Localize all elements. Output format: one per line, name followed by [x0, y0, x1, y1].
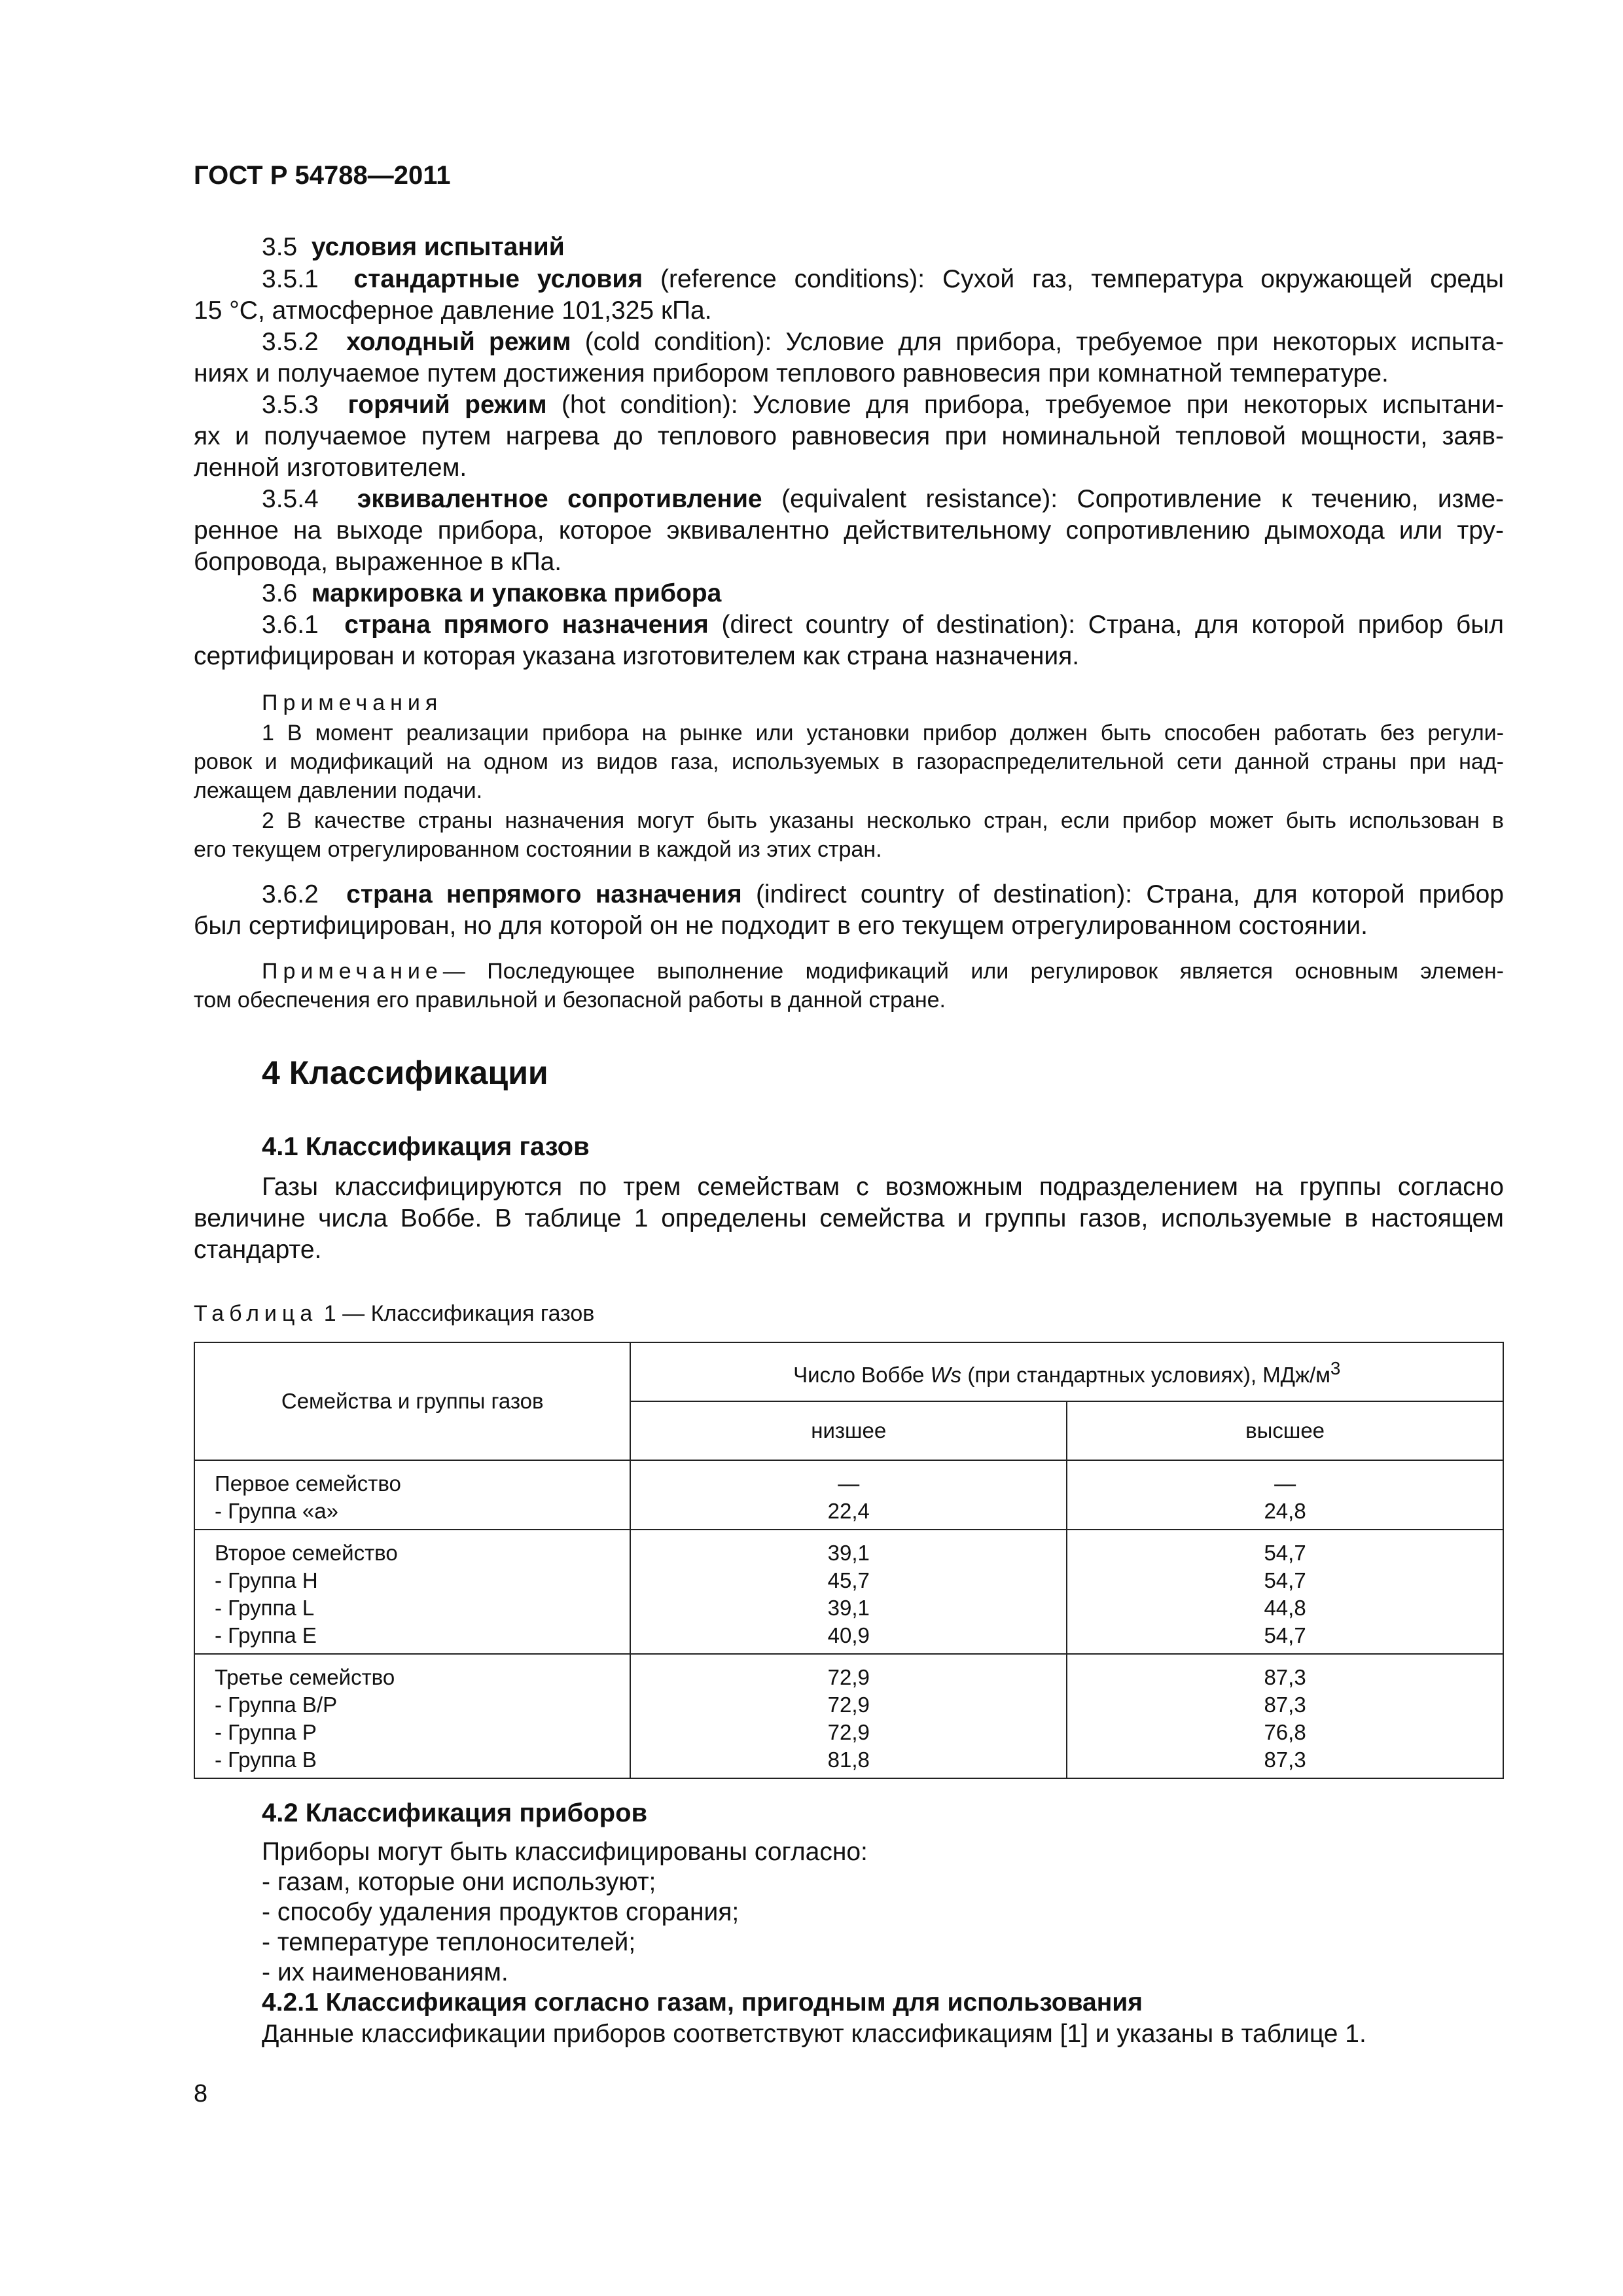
list-item: - способу удаления продуктов сгорания;	[262, 1898, 740, 1926]
note-3-line2: том обеспечения его правильной и безопасной работы в данной стране.	[194, 988, 946, 1013]
wobbe-high: 54,7	[1264, 1623, 1306, 1647]
notes-title: Примечания	[262, 691, 443, 715]
page-number: 8	[194, 2080, 208, 2108]
group-name: - Группа H	[215, 1568, 318, 1592]
clause-3-5-2-line2: ниях и получаемое путем достижения прибором теплового равновесия при комнатной температуре.	[194, 359, 1389, 387]
note-2-line2: его текущем отрегулированном состоянии в каждой из этих стран.	[194, 837, 882, 862]
clause-3-5-4-line3: бопровода, выраженное в кПа.	[194, 548, 562, 576]
wobbe-high: 54,7	[1264, 1541, 1306, 1565]
section-4-1-line1: Газы классифицируются по трем семействам с возможным подразделением на группы согласно	[262, 1173, 1504, 1201]
clause-3-5-2-line1: 3.5.2 холодный режим (cold condition): Условие для прибора, требуемое при некоторых испыта-	[262, 328, 1505, 356]
wobbe-high: 87,3	[1264, 1665, 1306, 1689]
section-4-1-line3: стандарте.	[194, 1236, 322, 1264]
wobbe-low: 45,7	[827, 1568, 870, 1592]
wobbe-high: —	[1274, 1471, 1296, 1496]
list-item: - температуре теплоносителей;	[262, 1928, 636, 1956]
section-4-1-title: 4.1 Классификация газов	[262, 1132, 590, 1161]
clause-3-5-3-line3: ленной изготовителем.	[194, 454, 467, 482]
wobbe-low: 72,9	[827, 1720, 870, 1744]
group-name: - Группа P	[215, 1720, 317, 1744]
clause-3-5-3-line2: ях и получаемое путем нагрева до теплового равновесия при номинальной тепловой мощности, заяв-	[194, 422, 1504, 450]
table-row-family-3	[194, 1654, 1503, 1778]
wobbe-high: 24,8	[1264, 1499, 1306, 1523]
table-caption-label: Таблица	[194, 1301, 318, 1326]
section-4-2-intro: Приборы могут быть классифицированы согласно:	[262, 1838, 868, 1866]
group-name: - Группа E	[215, 1623, 317, 1647]
note-1-line1: 1 В момент реализации прибора на рынке или установки прибор должен быть способен работать без регули-	[262, 721, 1504, 745]
wobbe-low: 39,1	[827, 1596, 870, 1620]
wobbe-high: 76,8	[1264, 1720, 1306, 1744]
section-4-heading: 4 Классификации	[262, 1054, 548, 1091]
section-4-2-1-text: Данные классификации приборов соответствуют классификациям [1] и указаны в таблице 1.	[262, 2020, 1366, 2048]
wobbe-high: 87,3	[1264, 1693, 1306, 1717]
section-3-6-title: 3.6 маркировка и упаковка прибора	[262, 579, 722, 607]
header-families: Семейства и группы газов	[194, 1342, 630, 1460]
clause-3-5-4-line2: ренное на выходе прибора, которое эквивалентно действительному сопротивлению дымохода или тру-	[194, 516, 1504, 545]
table-row-family-2	[194, 1530, 1503, 1654]
wobbe-low: 81,8	[827, 1748, 870, 1772]
wobbe-low: 22,4	[827, 1499, 870, 1523]
group-name: - Группа B	[215, 1748, 317, 1772]
header-low: низшее	[630, 1401, 1067, 1460]
clause-3-5-3-line1: 3.5.3 горячий режим (hot condition): Условие для прибора, требуемое при некоторых испытани-	[262, 391, 1504, 419]
section-4-2-1-title: 4.2.1 Классификация согласно газам, пригодным для использования	[262, 1988, 1143, 2017]
gas-classification-table	[194, 1342, 1504, 1779]
family-name: Первое семейство	[215, 1471, 401, 1496]
wobbe-high: 87,3	[1264, 1748, 1306, 1772]
table-header-row	[194, 1342, 1503, 1401]
group-name: - Группа L	[215, 1596, 315, 1620]
wobbe-low: 40,9	[827, 1623, 870, 1647]
document-header: ГОСТ Р 54788—2011	[194, 161, 451, 190]
list-item: - их наименованиям.	[262, 1958, 508, 1986]
note-1-line3: лежащем давлении подачи.	[194, 778, 483, 803]
section-3-5-title: 3.5 условия испытаний	[262, 233, 565, 261]
table-caption-title: 1 — Классификация газов	[323, 1301, 595, 1326]
note-1-line2: ровок и модификаций на одном из видов газа, используемых в газораспределительной сети данной страны при над-	[194, 749, 1504, 774]
table-row-family-1	[194, 1460, 1503, 1530]
clause-3-6-2-line2: был сертифицирован, но для которой он не подходит в его текущем отрегулированном состоянии.	[194, 912, 1368, 940]
header-wobbe: Число Воббе Ws (при стандартных условиях), МДж/$м^3$	[630, 1342, 1503, 1401]
family-name: Второе семейство	[215, 1541, 398, 1565]
section-4-1-line2: величине числа Воббе. В таблице 1 определены семейства и группы газов, используемые в настоящем	[194, 1204, 1504, 1232]
wobbe-high: 54,7	[1264, 1568, 1306, 1592]
wobbe-low: 39,1	[827, 1541, 870, 1565]
wobbe-high: 44,8	[1264, 1596, 1306, 1620]
note-3-line1: Примечание— Последующее выполнение модификаций или регулировок является основным элемен-	[262, 959, 1504, 984]
family-name: Третье семейство	[215, 1665, 395, 1689]
clause-3-5-1-line1: 3.5.1 стандартные условия (reference conditions): Сухой газ, температура окружающей среды	[262, 265, 1504, 293]
clause-3-5-1-line2: 15 °С, атмосферное давление 101,325 кПа.	[194, 296, 712, 325]
wobbe-low: —	[838, 1471, 860, 1496]
clause-3-6-2-line1: 3.6.2 страна непрямого назначения (indirect country of destination): Страна, для которой прибор	[262, 880, 1504, 908]
wobbe-low: 72,9	[827, 1693, 870, 1717]
group-name: - Группа B/P	[215, 1693, 338, 1717]
section-4-2-title: 4.2 Классификация приборов	[262, 1799, 648, 1827]
note-2-line1: 2 В качестве страны назначения могут быть указаны несколько стран, если прибор может быть использован в	[262, 808, 1504, 833]
clause-3-5-4-line1: 3.5.4 эквивалентное сопротивление (equivalent resistance): Сопротивление к течению, изме-	[262, 485, 1504, 513]
list-item: - газам, которые они используют;	[262, 1868, 656, 1896]
clause-3-6-1-line2: сертифицирован и которая указана изготовителем как страна назначения.	[194, 642, 1080, 670]
group-name: - Группа «а»	[215, 1499, 338, 1523]
clause-3-6-1-line1: 3.6.1 страна прямого назначения (direct country of destination): Страна, для которой прибор был	[262, 611, 1505, 639]
header-high: высшее	[1067, 1401, 1503, 1460]
wobbe-low: 72,9	[827, 1665, 870, 1689]
